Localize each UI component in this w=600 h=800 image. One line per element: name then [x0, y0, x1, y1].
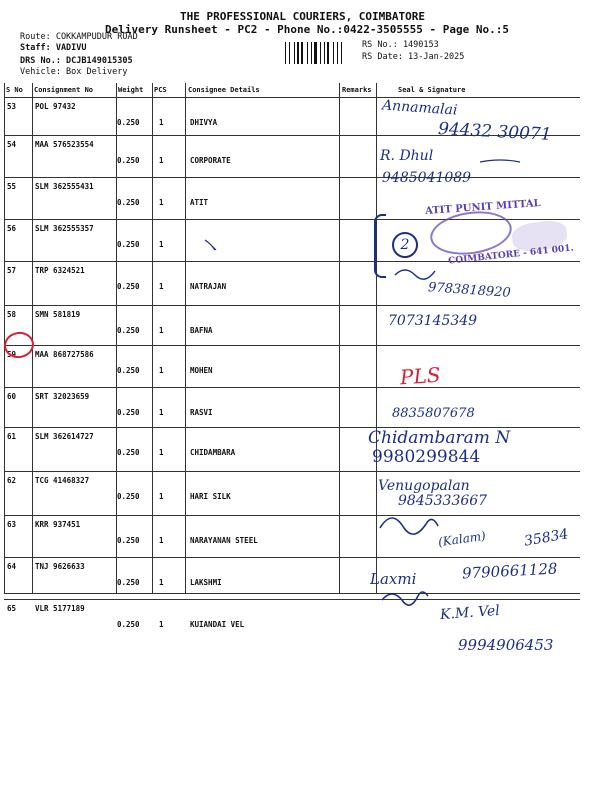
table-header-row [4, 83, 580, 97]
cell-consignment: MAA 576523554 [35, 140, 94, 149]
barcode-bar [341, 42, 342, 64]
cell-weight: 0.250 [117, 326, 140, 335]
cell-consignee: MOHEN [190, 366, 213, 375]
cell-consignee: NARAYANAN STEEL [190, 536, 258, 545]
signature-63-phone: 35834 [522, 526, 570, 550]
rs-no-label: RS No.: 1490153 [362, 40, 439, 50]
table-bottom-border [4, 593, 580, 594]
cell-sno: 63 [7, 520, 17, 529]
cell-pcs: 1 [159, 492, 164, 501]
barcode-bar [307, 42, 308, 64]
barcode-bar [294, 42, 295, 64]
drs-label: DRS No.: DCJB149015305 [20, 56, 133, 66]
vehicle-label: Vehicle: Box Delivery [20, 67, 128, 77]
cell-weight: 0.250 [117, 282, 140, 291]
cell-pcs: 1 [159, 408, 164, 417]
barcode-bar [327, 42, 329, 64]
barcode-bar [314, 42, 317, 64]
cell-weight: 0.250 [117, 536, 140, 545]
col-divider [339, 83, 340, 593]
cell-consignee: HARI SILK [190, 492, 231, 501]
barcode-bar [301, 42, 303, 64]
signature-60-phone: 8835807678 [392, 406, 475, 421]
barcode-bar [297, 42, 299, 64]
cell-pcs: 1 [159, 326, 164, 335]
cell-sno: 59 [7, 350, 17, 359]
table-row [4, 387, 580, 428]
stamp-line-2: COIMBATORE - 641 001. [447, 243, 575, 267]
cell-weight: 0.250 [117, 156, 140, 165]
cell-pcs: 1 [159, 620, 164, 629]
table-row [4, 471, 580, 516]
cell-sno: 55 [7, 182, 17, 191]
barcode-bar [320, 42, 321, 64]
signature-64-phone: 9790661128 [461, 559, 558, 583]
cell-consignee: KUIANDAI VEL [190, 620, 245, 629]
cell-pcs: 1 [159, 366, 164, 375]
cell-pcs: 1 [159, 198, 164, 207]
brace-mark [374, 214, 386, 278]
cell-sno: 58 [7, 310, 17, 319]
cell-sno: 56 [7, 224, 17, 233]
cell-weight: 0.250 [117, 408, 140, 417]
staff-label: Staff: VADIVU [20, 43, 87, 53]
cell-sno: 65 [7, 604, 17, 613]
col-remarks: Remarks [342, 86, 372, 94]
cell-consignment: SRT 32023659 [35, 392, 90, 401]
col-consignment: Consignment No [34, 86, 94, 94]
barcode-bar [324, 42, 325, 64]
col-divider [185, 83, 186, 593]
cell-weight: 0.250 [117, 118, 140, 127]
cell-weight: 0.250 [117, 578, 140, 587]
cell-consignee: DHIVYA [190, 118, 218, 127]
signature-64-name: Laxmi [370, 570, 417, 588]
table-border-left [4, 83, 5, 593]
col-sno: S No [6, 86, 23, 94]
barcode-bar [289, 42, 290, 64]
cell-consignment: SLM 362614727 [35, 432, 94, 441]
cell-consignment: MAA 868727586 [35, 350, 94, 359]
col-divider [152, 83, 153, 593]
signature-65-name: K.M. Vel [439, 602, 501, 624]
cell-consignee: LAKSHMI [190, 578, 222, 587]
cell-consignment: SLM 362555431 [35, 182, 94, 191]
rs-date-label: RS Date: 13-Jan-2025 [362, 52, 465, 62]
stamp-line-1: ATIT PUNIT MITTAL [424, 197, 542, 218]
cell-consignment: TCG 41468327 [35, 476, 90, 485]
col-signature: Seal & Signature [398, 86, 466, 94]
cell-weight: 0.250 [117, 448, 140, 457]
signature-63-note: (Kalam) [437, 528, 487, 550]
cell-pcs: 1 [159, 118, 164, 127]
barcode-bar [333, 42, 334, 64]
col-consignee: Consignee Details [188, 86, 260, 94]
barcode [285, 42, 353, 64]
cell-sno: 54 [7, 140, 17, 149]
cell-pcs: 1 [159, 282, 164, 291]
cell-sno: 53 [7, 102, 17, 111]
table-row [4, 515, 580, 558]
signature-53-phone: 94432 30071 [437, 119, 553, 145]
cell-consignee: NATRAJAN [190, 282, 227, 291]
company-title: THE PROFESSIONAL COURIERS, COIMBATORE [180, 10, 426, 23]
table-row [4, 345, 580, 388]
barcode-bar [311, 42, 312, 64]
col-weight: Weight [118, 86, 144, 94]
cell-pcs: 1 [159, 536, 164, 545]
signature-62-phone: 9845333667 [398, 493, 488, 509]
route-label: Route: COKKAMPUDUR ROAD [20, 32, 138, 42]
cell-consignment: VLR 5177189 [35, 604, 85, 613]
cell-sno: 62 [7, 476, 17, 485]
signature-65-phone: 9994906453 [458, 636, 554, 654]
cell-consignment: POL 97432 [35, 102, 76, 111]
signature-54-name: R. Dhul [380, 148, 434, 164]
cell-sno: 57 [7, 266, 17, 275]
cell-pcs: 1 [159, 448, 164, 457]
cell-pcs: 1 [159, 240, 164, 249]
cell-sno: 64 [7, 562, 17, 571]
cell-weight: 0.250 [117, 366, 140, 375]
cell-consignee: CORPORATE [190, 156, 231, 165]
barcode-bar [337, 42, 338, 64]
cell-consignee: BAFNA [190, 326, 213, 335]
signature-54-phone: 9485041089 [382, 170, 472, 186]
signature-56-circle-number: 2 [392, 232, 418, 258]
cell-consignee: CHIDAMBARA [190, 448, 236, 457]
signature-53-name: Annamalai [381, 97, 458, 119]
barcode-bar [285, 42, 286, 64]
cell-weight: 0.250 [117, 198, 140, 207]
runsheet-title: Delivery Runsheet - PC2 - Phone No.:0422-3505555 - Page No.:5 [105, 23, 509, 36]
cell-consignment: SLM 362555357 [35, 224, 94, 233]
signature-60-pls: PLS [399, 362, 442, 390]
cell-sno: 60 [7, 392, 17, 401]
signature-61-name: Chidambaram N [368, 428, 511, 448]
col-divider [116, 83, 117, 593]
col-pcs: PCS [154, 86, 167, 94]
signature-62-name: Venugopalan [378, 478, 470, 494]
cell-weight: 0.250 [117, 492, 140, 501]
cell-consignment: KRR 937451 [35, 520, 81, 529]
signature-57-phone: 9783818920 [427, 280, 512, 301]
cell-weight: 0.250 [117, 240, 140, 249]
signature-61-phone: 9980299844 [372, 447, 481, 467]
cell-consignee: RASVI [190, 408, 213, 417]
cell-consignee: ATIT [190, 198, 209, 207]
cell-weight: 0.250 [117, 620, 140, 629]
cell-consignment: TNJ 9626633 [35, 562, 85, 571]
cell-pcs: 1 [159, 578, 164, 587]
cell-consignment: TRP 6324521 [35, 266, 85, 275]
cell-consignment: SMN 581819 [35, 310, 81, 319]
signature-58-phone: 7073145349 [388, 313, 478, 329]
table-row [4, 305, 580, 346]
col-divider [376, 83, 377, 593]
cell-pcs: 1 [159, 156, 164, 165]
cell-sno: 61 [7, 432, 17, 441]
